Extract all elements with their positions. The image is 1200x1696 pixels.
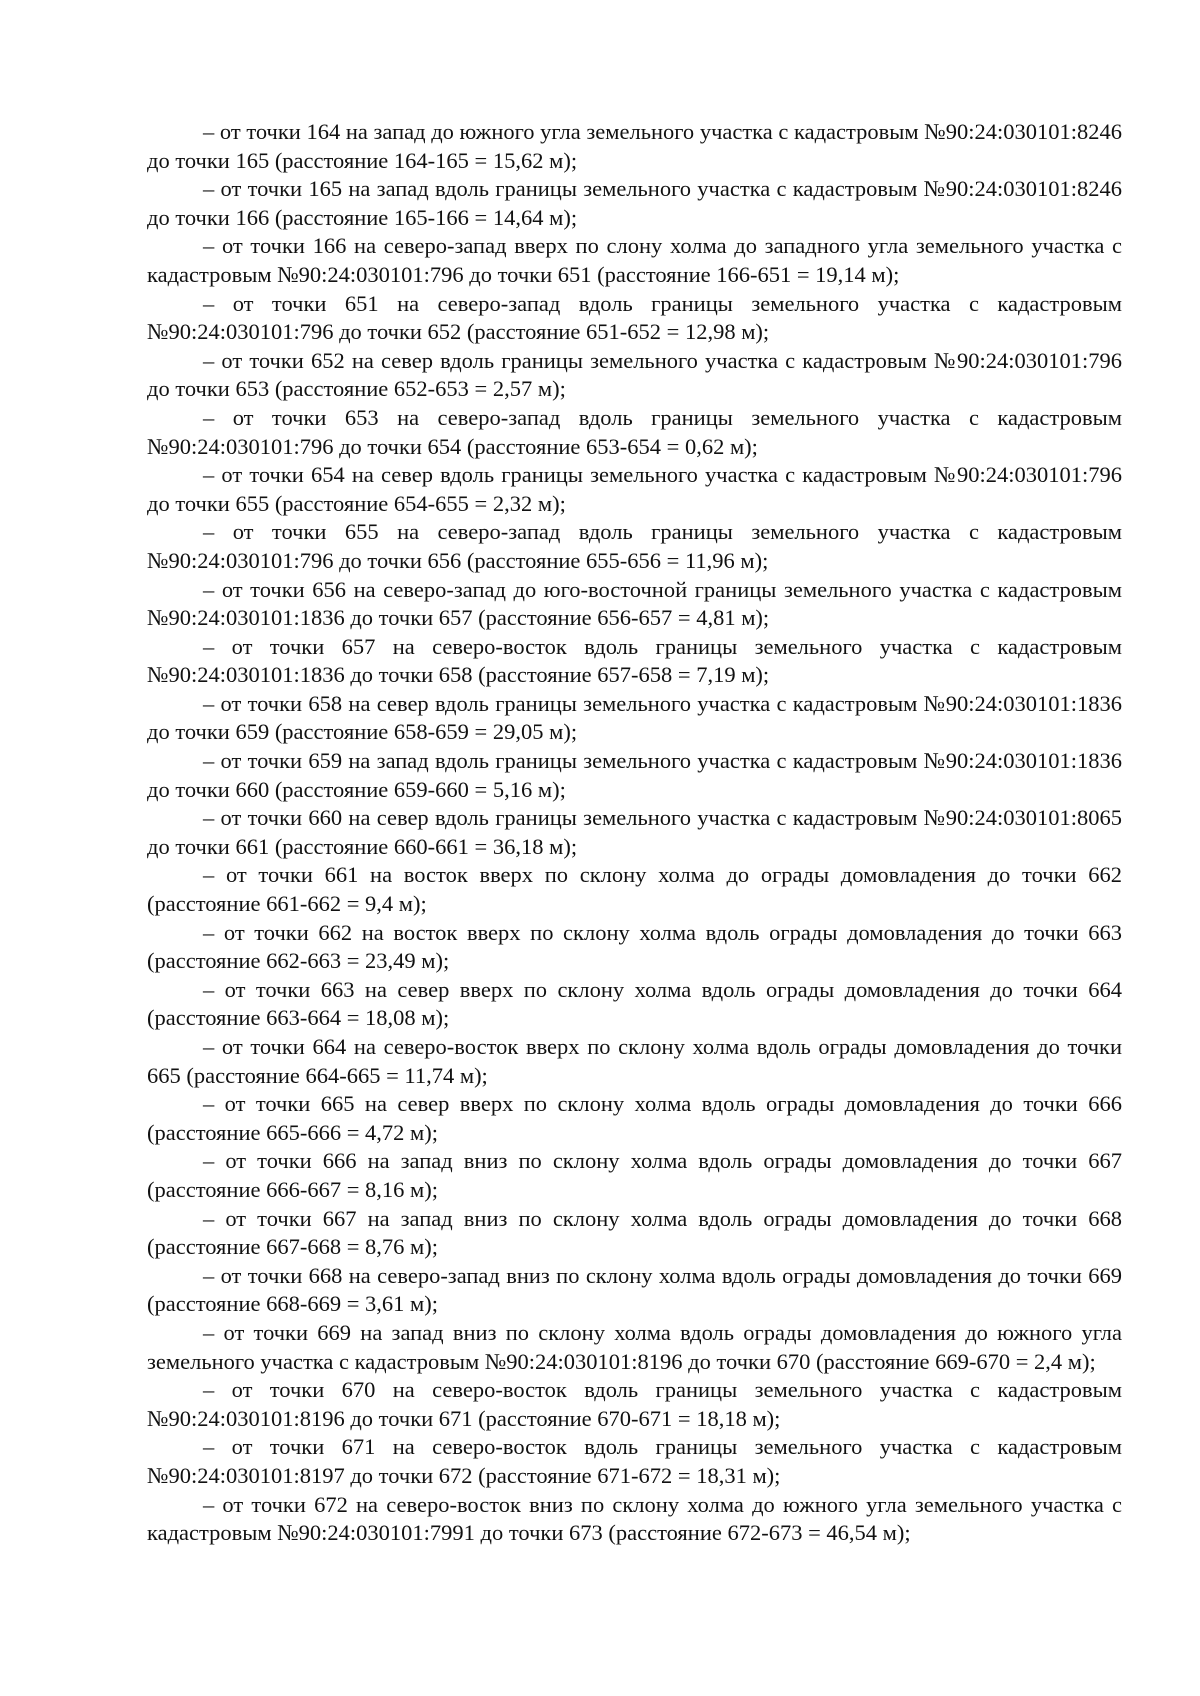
paragraph-20: – от точки 667 на запад вниз по склону холма вдоль ограды домовладения до точки 668 (расстояние 667-668 = 8,76 м);	[147, 1205, 1122, 1260]
paragraph-14: – от точки 661 на восток вверх по склону холма до ограды домовладения до точки 662 (расстояние 661-662 = 9,4 м);	[147, 862, 1122, 917]
paragraph-18: – от точки 665 на север вверх по склону холма вдоль ограды домовладения до точки 666 (расстояние 665-666 = 4,72 м);	[147, 1091, 1122, 1145]
paragraph-8: – от точки 655 на северо-запад вдоль границы земельного участка с кадастровым №90:24:030101:796 до точки 656 (расстояние 655-656 = 11,96 м);	[147, 519, 1122, 573]
paragraph-13: – от точки 660 на север вдоль границы земельного участка с кадастровым №90:24:030101:8065 до точки 661 (расстояние 660-661 = 36,18 м);	[147, 805, 1122, 859]
paragraph-19: – от точки 666 на запад вниз по склону холма вдоль ограды домовладения до точки 667 (расстояние 666-667 = 8,16 м);	[147, 1148, 1122, 1202]
paragraph-15: – от точки 662 на восток вверх по склону холма вдоль ограды домовладения до точки 663 (расстояние 662-663 = 23,49 м);	[147, 919, 1122, 974]
paragraph-11: – от точки 658 на север вдоль границы земельного участка с кадастровым №90:24:030101:1836 до точки 659 (расстояние 658-659 = 29,05 м);	[147, 690, 1122, 745]
paragraph-9: – от точки 656 на северо-запад до юго-восточной границы земельного участка с кадастровым №90:24:030101:1836 до точки 657 (расстояние 656-657 = 4,81 м);	[147, 576, 1122, 631]
document-body	[147, 118, 1122, 1548]
paragraph-21: – от точки 668 на северо-запад вниз по склону холма вдоль ограды домовладения до точки 669 (расстояние 668-669 = 3,61 м);	[147, 1262, 1122, 1317]
paragraph-7: – от точки 654 на север вдоль границы земельного участка с кадастровым №90:24:030101:796 до точки 655 (расстояние 654-655 = 2,32 м);	[147, 462, 1122, 516]
paragraph-16: – от точки 663 на север вверх по склону холма вдоль ограды домовладения до точки 664 (расстояние 663-664 = 18,08 м);	[147, 976, 1122, 1031]
paragraph-10: – от точки 657 на северо-восток вдоль границы земельного участка с кадастровым №90:24:030101:1836 до точки 658 (расстояние 657-658 = 7,19 м);	[147, 633, 1122, 688]
paragraph-12: – от точки 659 на запад вдоль границы земельного участка с кадастровым №90:24:030101:1836 до точки 660 (расстояние 659-660 = 5,16 м);	[147, 748, 1122, 802]
paragraph-22: – от точки 669 на запад вниз по склону холма вдоль ограды домовладения до южного угла земельного участка с кадастровым №90:24:030101:8196 до точки 670 (расстояние 669-670 = 2,4 м);	[147, 1319, 1122, 1374]
paragraph-1: – от точки 164 на запад до южного угла земельного участка с кадастровым №90:24:030101:8246 до точки 165 (расстояние 164-165 = 15,62 м);	[147, 119, 1122, 173]
paragraph-6: – от точки 653 на северо-запад вдоль границы земельного участка с кадастровым №90:24:030101:796 до точки 654 (расстояние 653-654 = 0,62 м);	[147, 404, 1122, 459]
paragraph-3: – от точки 166 на северо-запад вверх по слону холма до западного угла земельного участка с кадастровым №90:24:030101:796 до точки 651 (расстояние 166-651 = 19,14 м);	[147, 233, 1122, 287]
paragraph-5: – от точки 652 на север вдоль границы земельного участка с кадастровым №90:24:030101:796 до точки 653 (расстояние 652-653 = 2,57 м);	[147, 347, 1122, 402]
paragraph-23: – от точки 670 на северо-восток вдоль границы земельного участка с кадастровым №90:24:030101:8196 до точки 671 (расстояние 670-671 = 18,18 м);	[147, 1377, 1122, 1431]
paragraph-4: – от точки 651 на северо-запад вдоль границы земельного участка с кадастровым №90:24:030101:796 до точки 652 (расстояние 651-652 = 12,98 м);	[147, 290, 1122, 345]
paragraph-25: – от точки 672 на северо-восток вниз по склону холма до южного угла земельного участка с кадастровым №90:24:030101:7991 до точки 673 (расстояние 672-673 = 46,54 м);	[147, 1491, 1122, 1546]
paragraph-2: – от точки 165 на запад вдоль границы земельного участка с кадастровым №90:24:030101:8246 до точки 166 (расстояние 165-166 = 14,64 м);	[147, 176, 1122, 230]
paragraph-17: – от точки 664 на северо-восток вверх по склону холма вдоль ограды домовладения до точки 665 (расстояние 664-665 = 11,74 м);	[147, 1034, 1122, 1088]
paragraph-24: – от точки 671 на северо-восток вдоль границы земельного участка с кадастровым №90:24:030101:8197 до точки 672 (расстояние 671-672 = 18,31 м);	[147, 1434, 1122, 1488]
